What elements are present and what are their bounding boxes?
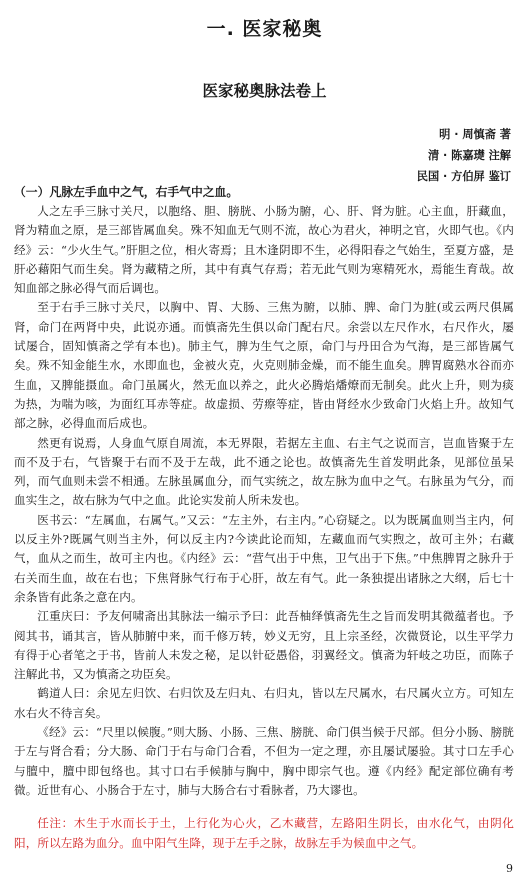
- author-credits: [417, 124, 511, 187]
- paragraph: 鹤道人曰：余见左归饮、右归饮及左归丸、右归丸，皆以左尺属水，右尺属火立方。可知左水右火不待言矣。: [14, 686, 514, 720]
- body-text: [14, 202, 514, 853]
- book-title: 医家秘奥脉法卷上: [202, 82, 327, 100]
- author-line: 明 · 周慎斋 著: [439, 128, 511, 141]
- paragraph: 人之左手三脉寸关尺，以胞络、胆、膀胱、小肠为腑，心、肝、肾为脏。心主血，肝藏血，肾为精血之原，是三部皆属血矣。殊不知血无气则不流，故心为君火，神明之官，火即气也。《内经》云：“少火生气。”肝胆之位，相火寄焉；且木逢阴即不生，必得阳春之气始生，至夏方盛，是肝必藉阳气而生矣。肾为藏精之所，其中有真气存焉；若无此气则为寒精死水，焉能生育哉。故知血部之脉必得气而后调也。: [14, 204, 514, 296]
- section-heading: （一）凡脉左手血中之气，右手气中之血。: [14, 185, 239, 199]
- annotator-line: 清 · 陈嘉璴 注解: [427, 149, 511, 162]
- paragraph: 然更有说焉，人身血气原自周流，本无界限，若据左主血、右主气之说而言，岂血皆聚于左而不及于右，气皆聚于右而不及于左哉，此不通之论也。故慎斋先生首发明此条，见部位虽呆列，而气血则未尝不相通。左脉虽属血分，而气实统之，故左脉为血中之气。右脉虽为气分，而血实生之，故右脉为气中之血。此论实发前人所未发也。: [14, 435, 514, 508]
- paragraph: 医书云：“左属血，右属气。”又云：“左主外，右主内。”心窃疑之。以为既属血则当主内，何以反主外?既属气则当主外，何以反主内?今读此论而知，左藏血而气实煦之，故可主外；右藏气，血从之而生，故可主内也。《内经》云：“营气出于中焦，卫气出于下焦。”中焦脾胃之脉升于右关而生血，故在右也；下焦肾脉气行布于心肝，故左有气。此一条独提出诸脉之大纲，后七十余条皆有此条之意在内。: [14, 512, 514, 604]
- paragraph: 江重庆曰：予友何啸斋出其脉法一编示予曰：此吾柚绎慎斋先生之旨而发明其微蕴者也。予阅其书，诵其言，皆从肺腑中来，而千修万转，妙义无穷，且上宗圣经，次微贤论，以生平学力有得于心者笔之于书，皆前人未发之秘，足以针砭愚俗，羽翼经文。慎斋为轩岐之功臣，而陈子注解此书，又为慎斋之功臣矣。: [14, 609, 514, 682]
- annotation-note: 任注：木生于水而长于土，上行化为心火，乙木藏营，左路阳生阴长，由水化气，由阴化阳，所以左路为血分。血中阳气生降，现于左手之脉，故脉左手为候血中之气。: [14, 816, 514, 850]
- page-number: 9: [506, 862, 513, 875]
- paragraph: 至于右手三脉寸关尺，以胸中、胃、大肠、三焦为腑，以肺、脾、命门为脏(或云两尺俱属肾，命门在两肾中央，此说亦通。而慎斋先生俱以命门配右尺。余尝以左尺作水，右尺作火，屡试屡合，固知慎斋之学有本也)。肺主气，脾为生气之原，命门与丹田合为气海，是三部皆属气矣。殊不知金能生水，水即血也，金被火克，火克则肺金燥，而不能生血矣。脾胃腐熟水谷而亦生血，又脾能摄血。命门虽属火，然无血以养之，此火必腾焰燔燎而无制矣。此火上升，则为痰为热，为喘为咳，为面红耳赤等症。故虚损、劳瘵等症，皆由肾经水少致命门火焰上升。故知气部之脉，必得血而后成也。: [14, 300, 514, 431]
- paragraph: 《经》云：“尺里以候腹。”则大肠、小肠、三焦、膀胱、命门俱当候于尺部。但分小肠、膀胱于左与肾合看；分大肠、命门于右与命门合看，不但为一定之理，亦且屡试屡验。其寸口左手心与膻中，膻中即包络也。其寸口右手候肺与胸中，胸中即宗气也。遵《内经》配定部位确有考微。近世有心、小肠合于左寸，肺与大肠合右寸看脉者，乃大谬也。: [14, 725, 514, 797]
- chapter-title: 一. 医家秘奥: [206, 18, 323, 40]
- editor-line: 民国 · 方伯屏 鉴订: [416, 170, 511, 183]
